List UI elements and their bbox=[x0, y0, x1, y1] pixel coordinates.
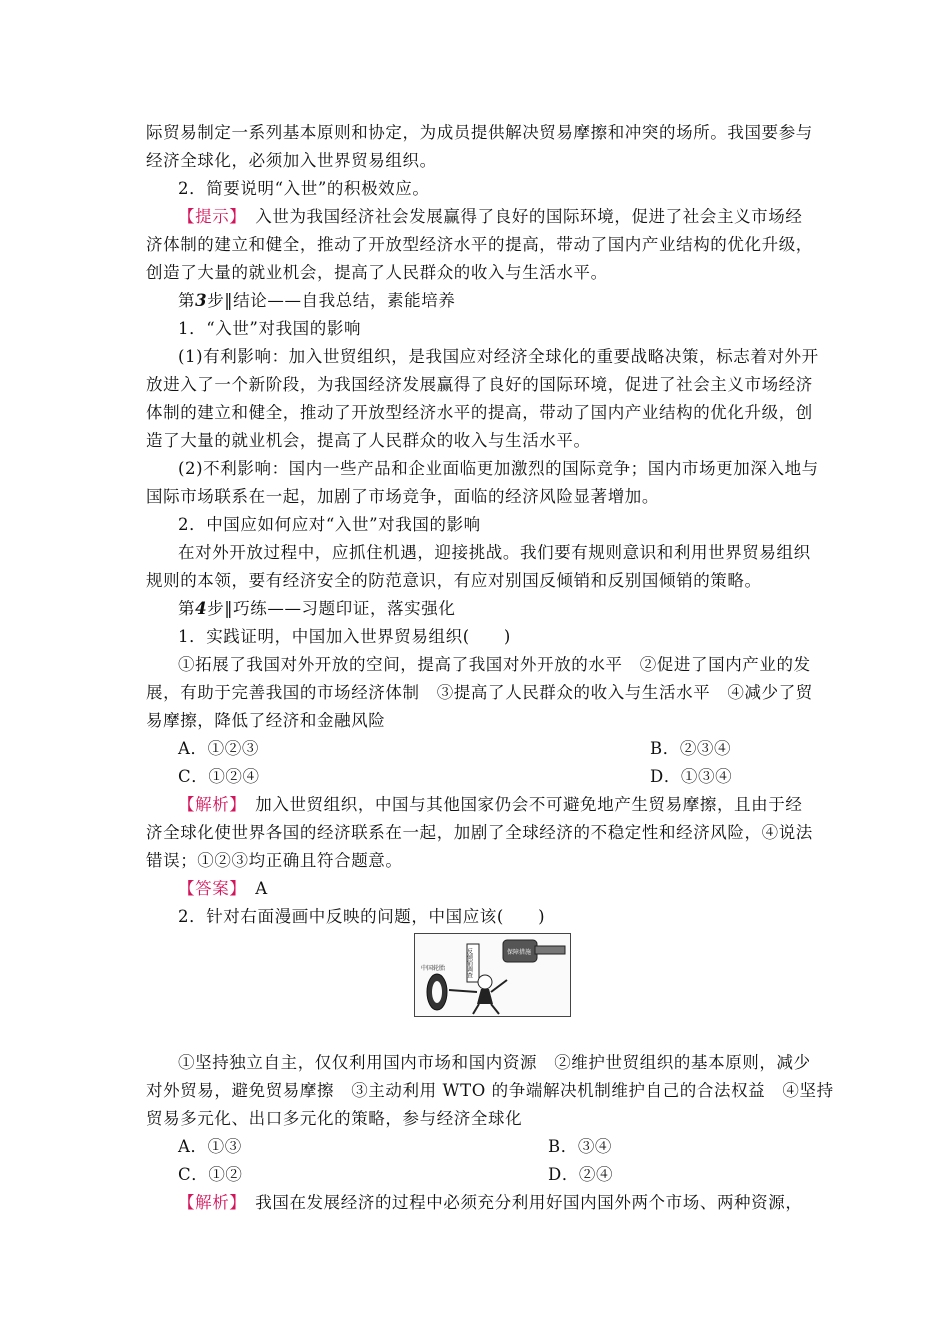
choice-a: A．①③ bbox=[178, 1137, 242, 1156]
answer-choices-row bbox=[178, 1165, 838, 1185]
question-stem: 1．实践证明，中国加入世界贸易组织( ) bbox=[178, 627, 511, 646]
paragraph-line: 放进入了一个新阶段，为我国经济发展赢得了良好的国际环境，促进了社会主义市场经济 bbox=[146, 375, 813, 394]
choice-b: B．③④ bbox=[548, 1137, 613, 1156]
paragraph-line: 错误；①②③均正确且符合题意。 bbox=[146, 851, 403, 870]
person-arm bbox=[491, 980, 507, 992]
question-option-line: 易摩擦，降低了经济和金融风险 bbox=[146, 711, 386, 730]
paragraph-line: (2)不利影响：国内一些产品和企业面临更加激烈的国际竞争；国内市场更加深入地与 bbox=[178, 459, 819, 478]
answer-choices-row bbox=[178, 767, 838, 787]
question-option-line: 贸易多元化、出口多元化的策略，参与经济全球化 bbox=[146, 1109, 523, 1128]
paragraph-line: 体制的建立和健全，推动了开放型经济水平的提高，带动了国内产业结构的优化升级，创 bbox=[146, 403, 813, 422]
question-stem: 2．针对右面漫画中反映的问题，中国应该( ) bbox=[178, 907, 546, 926]
paragraph-line: 济体制的建立和健全，推动了开放型经济水平的提高，带动了国内产业结构的优化升级， bbox=[146, 235, 813, 254]
question-option-line: ①坚持独立自主，仅仅利用国内市场和国内资源 ②维护世贸组织的基本原则，减少 bbox=[178, 1053, 811, 1072]
choice-b: B．②③④ bbox=[650, 739, 732, 758]
answer-choices-row bbox=[178, 739, 838, 759]
analysis-line bbox=[178, 795, 838, 815]
analysis-text: 加入世贸组织，中国与其他国家仍会不可避免地产生贸易摩擦，且由于经 bbox=[238, 795, 803, 814]
hammer-handle bbox=[535, 946, 565, 954]
choice-d: D．②④ bbox=[548, 1165, 614, 1184]
analysis-tag: 【解析】 bbox=[178, 1193, 239, 1212]
choice-d: D．①③④ bbox=[650, 767, 733, 786]
paragraph-line: 创造了大量的就业机会，提高了人民群众的收入与生活水平。 bbox=[146, 263, 608, 282]
step-heading bbox=[178, 599, 838, 619]
person-leg bbox=[473, 1004, 479, 1014]
tire-label: 中国轮胎 bbox=[421, 965, 446, 972]
choice-c: C．①② bbox=[178, 1165, 243, 1184]
paragraph-line: 经济全球化，必须加入世界贸易组织。 bbox=[146, 151, 437, 170]
answer-line bbox=[178, 879, 838, 899]
question-option-line: ①拓展了我国对外开放的空间，提高了我国对外开放的水平 ②促进了国内产业的发 bbox=[178, 655, 811, 674]
answer-tag: 【答案】 bbox=[178, 879, 239, 898]
choice-a: A．①②③ bbox=[178, 739, 259, 758]
choice-c: C．①②④ bbox=[178, 767, 260, 786]
hint-tag: 【提示】 bbox=[178, 207, 239, 226]
step-title: 步‖结论——自我总结，素能培养 bbox=[207, 291, 456, 310]
section-heading: 1．“入世”对我国的影响 bbox=[178, 319, 362, 338]
analysis-text: 我国在发展经济的过程中必须充分利用好国内国外两个市场、两种资源， bbox=[238, 1193, 803, 1212]
step-heading bbox=[178, 291, 838, 311]
cartoon-illustration bbox=[415, 934, 570, 1016]
paragraph-line: 际贸易制定一系列基本原则和协定，为成员提供解决贸易摩擦和冲突的场所。我国要参与 bbox=[146, 123, 813, 142]
paragraph-line: 造了大量的就业机会，提高了人民群众的收入与生活水平。 bbox=[146, 431, 591, 450]
question-option-line: 展，有助于完善我国的市场经济体制 ③提高了人民群众的收入与生活水平 ④减少了贸 bbox=[146, 683, 813, 702]
paragraph-line: (1)有利影响：加入世贸组织，是我国应对经济全球化的重要战略决策，标志着对外开 bbox=[178, 347, 819, 366]
paragraph-line: 国际市场联系在一起，加剧了市场竞争，面临的经济风险显著增加。 bbox=[146, 487, 659, 506]
question-heading: 2．简要说明“入世”的积极效应。 bbox=[178, 179, 430, 198]
person-arm bbox=[449, 990, 477, 992]
paragraph-line: 在对外开放过程中，应抓住机遇，迎接挑战。我们要有规则意识和利用世界贸易组织 bbox=[178, 543, 811, 562]
answer-choices-row bbox=[178, 1137, 838, 1157]
step-number: 3 bbox=[195, 291, 208, 310]
step-prefix: 第 bbox=[178, 599, 196, 618]
step-title: 步‖巧练——习题印证，落实强化 bbox=[207, 599, 456, 618]
section-heading: 2．中国应如何应对“入世”对我国的影响 bbox=[178, 515, 481, 534]
hint-line bbox=[178, 207, 838, 227]
tire-hole bbox=[432, 981, 442, 1003]
analysis-tag: 【解析】 bbox=[178, 795, 239, 814]
hint-text: 入世为我国经济社会发展赢得了良好的国际环境，促进了社会主义市场经 bbox=[238, 207, 803, 226]
cartoon-image bbox=[414, 933, 571, 1017]
person-head bbox=[478, 975, 492, 989]
stake-label: 反倾销调查 bbox=[465, 948, 473, 978]
paragraph-line: 规则的本领，要有经济安全的防范意识，有应对别国反倾销和反别国倾销的策略。 bbox=[146, 571, 762, 590]
question-option-line: 对外贸易，避免贸易摩擦 ③主动利用 WTO 的争端解决机制维护自己的合法权益 ④坚持 bbox=[146, 1081, 834, 1100]
paragraph-line: 济全球化使世界各国的经济联系在一起，加剧了全球经济的不稳定性和经济风险，④说法 bbox=[146, 823, 813, 842]
person-leg bbox=[491, 1004, 499, 1014]
step-number: 4 bbox=[195, 599, 208, 618]
analysis-line bbox=[178, 1193, 838, 1213]
answer-text: A bbox=[238, 879, 268, 898]
step-prefix: 第 bbox=[178, 291, 196, 310]
hammer-label: 保障措施 bbox=[507, 949, 532, 956]
